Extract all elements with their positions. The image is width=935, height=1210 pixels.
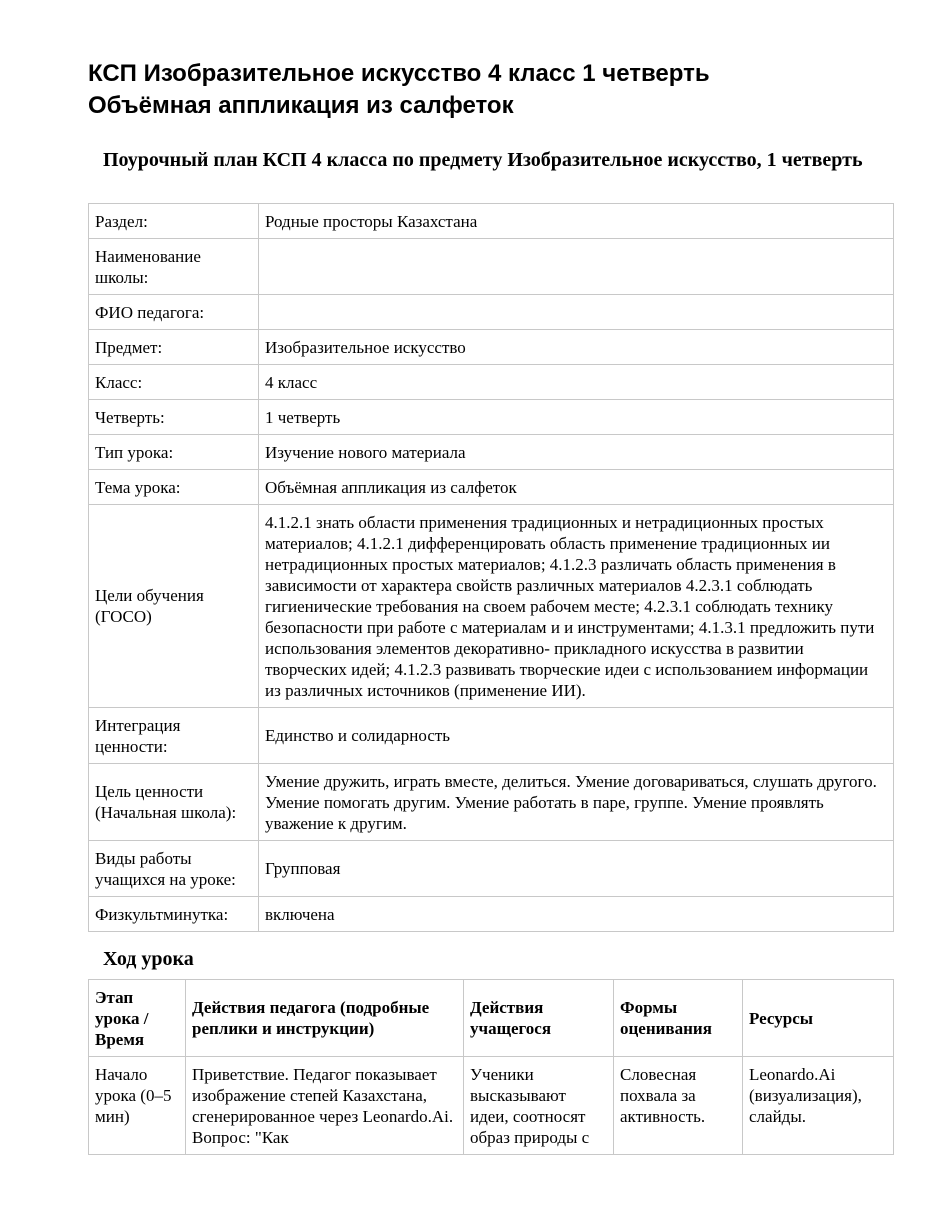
row-value: включена: [259, 897, 894, 932]
row-label: Интеграция ценности:: [89, 708, 259, 764]
row-value: [259, 239, 894, 295]
table-row: [89, 764, 894, 841]
lesson-progress-heading: Ход урока: [103, 948, 194, 970]
table-row: [89, 897, 894, 932]
table-row: [89, 330, 894, 365]
row-label: Класс:: [89, 365, 259, 400]
lesson-info-table: [88, 203, 894, 932]
row-value: Изучение нового материала: [259, 435, 894, 470]
row-value: Умение дружить, играть вместе, делиться. Умение договариваться, слушать другого. Умение помогать другим. Умение работать в паре, группе. Умение проявлять уважение к другим.: [259, 764, 894, 841]
table-row: [89, 505, 894, 708]
table-cell: Начало урока (0–5 мин): [89, 1057, 186, 1155]
title-line-2: Объёмная аппликация из салфеток: [88, 92, 514, 119]
table-cell: Словесная похвала за активность.: [614, 1057, 743, 1155]
column-header: Действия учащегося: [464, 980, 614, 1057]
row-label: Тема урока:: [89, 470, 259, 505]
row-label: Тип урока:: [89, 435, 259, 470]
row-value: [259, 295, 894, 330]
row-value: Родные просторы Казахстана: [259, 204, 894, 239]
column-header: Этап урока / Время: [89, 980, 186, 1057]
table-row: [89, 435, 894, 470]
table-row: [89, 239, 894, 295]
row-value: 1 четверть: [259, 400, 894, 435]
table-header-row: [89, 980, 894, 1057]
row-label: Цели обучения (ГОСО): [89, 505, 259, 708]
row-label: Цель ценности (Начальная школа):: [89, 764, 259, 841]
row-label: Физкультминутка:: [89, 897, 259, 932]
table-row: [89, 470, 894, 505]
row-label: Виды работы учащихся на уроке:: [89, 841, 259, 897]
table-row: [89, 365, 894, 400]
table-row: [89, 841, 894, 897]
table-row: [89, 295, 894, 330]
column-header: Действия педагога (подробные реплики и инструкции): [186, 980, 464, 1057]
row-value: Единство и солидарность: [259, 708, 894, 764]
row-value: Изобразительное искусство: [259, 330, 894, 365]
row-value: Объёмная аппликация из салфеток: [259, 470, 894, 505]
table-cell: Приветствие. Педагог показывает изображение степей Казахстана, сгенерированное через Leonardo.Ai. Вопрос: "Как: [186, 1057, 464, 1155]
row-value: Групповая: [259, 841, 894, 897]
plan-heading: Поурочный план КСП 4 класса по предмету Изобразительное искусство, 1 четверть: [103, 149, 863, 171]
table-row: [89, 400, 894, 435]
lesson-progress-table: [88, 979, 894, 1155]
row-label: Четверть:: [89, 400, 259, 435]
table-cell: Ученики высказывают идеи, соотносят образ природы с: [464, 1057, 614, 1155]
row-value: 4 класс: [259, 365, 894, 400]
column-header: Ресурсы: [743, 980, 894, 1057]
table-row: [89, 708, 894, 764]
column-header: Формы оценивания: [614, 980, 743, 1057]
row-value: 4.1.2.1 знать области применения традиционных и нетрадиционных простых материалов; 4.1.2.1 дифференцировать область применение традиционных ии нетрадиционных простых материалов; 4.1.2.3 различать область применения в зависимости от характера свойств различных материалов 4.2.3.1 соблюдать гигиенические требования на своем рабочем месте; 4.2.3.1 соблюдать технику безопасности при работе с материалам и и инструментами; 4.1.3.1 предложить пути использования элементов декоративно- прикладного искусства в развитии творческих идей; 4.1.2.3 развивать творческие идеи с использованием информации из различных источников (применение ИИ).: [259, 505, 894, 708]
table-row: [89, 204, 894, 239]
row-label: Раздел:: [89, 204, 259, 239]
row-label: ФИО педагога:: [89, 295, 259, 330]
document-title: [88, 58, 908, 122]
row-label: Наименование школы:: [89, 239, 259, 295]
title-line-1: КСП Изобразительное искусство 4 класс 1 четверть: [88, 60, 710, 87]
row-label: Предмет:: [89, 330, 259, 365]
table-row: [89, 1057, 894, 1155]
table-cell: Leonardo.Ai (визуализация), слайды.: [743, 1057, 894, 1155]
